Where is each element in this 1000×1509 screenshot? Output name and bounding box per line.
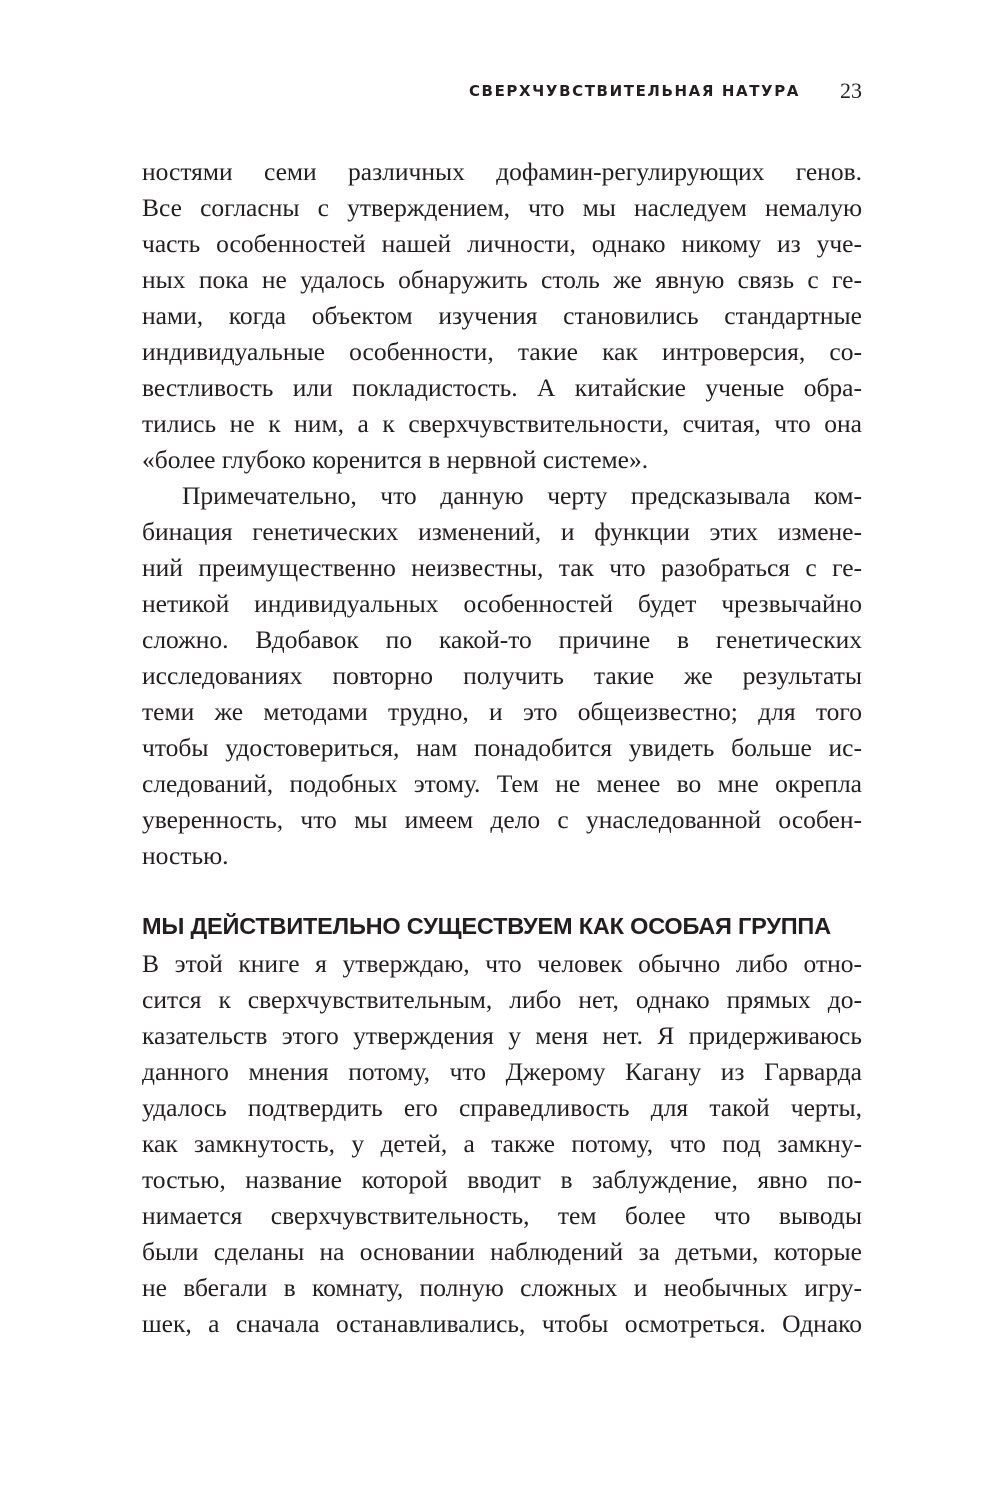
text-line: Примечательно, что данную черту предсказывала ком- [182, 481, 862, 510]
running-title: СВЕРХЧУВСТВИТЕЛЬНАЯ НАТУРА [468, 82, 800, 100]
text-line: индивидуальные особенности, такие как интроверсия, со- [142, 337, 862, 366]
text-line: бинация генетических изменений, и функции этих измене- [142, 517, 862, 546]
paragraph-2 [142, 478, 862, 874]
section-heading: МЫ ДЕЙСТВИТЕЛЬНО СУЩЕСТВУЕМ КАК ОСОБАЯ ГРУППА [142, 913, 831, 939]
text-line: тостью, название которой вводит в заблуждение, явно по- [142, 1165, 862, 1194]
text-line: «более глубоко коренится в нервной системе». [142, 445, 649, 474]
text-line: ний преимущественно неизвестны, так что разобраться с ге- [142, 553, 862, 582]
body-text-top [142, 154, 862, 874]
text-line: нимается сверхчувствительность, тем более что выводы [142, 1201, 862, 1230]
text-line: ностями семи различных дофамин-регулирующих генов. [142, 157, 862, 186]
body-text-section [142, 908, 862, 1342]
text-line: не вбегали в комнату, полную сложных и необычных игру- [142, 1273, 862, 1302]
text-line: нами, когда объектом изучения становились стандартные [142, 301, 862, 330]
text-line: ных пока не удалось обнаружить столь же явную связь с ге- [142, 265, 862, 294]
text-line: чтобы удостовериться, нам понадобится увидеть больше ис- [142, 733, 862, 762]
text-line: нетикой индивидуальных особенностей будет чрезвычайно [142, 589, 862, 618]
page-number: 23 [840, 78, 862, 103]
text-line: теми же методами трудно, и это общеизвестно; для того [142, 697, 862, 726]
text-line: сится к сверхчувствительным, либо нет, однако прямых до- [142, 985, 862, 1014]
text-line: шек, а сначала останавливались, чтобы осмотреться. Однако [142, 1309, 862, 1338]
text-line: сложно. Вдобавок по какой-то причине в генетических [142, 625, 862, 654]
text-line: В этой книге я утверждаю, что человек обычно либо отно- [142, 949, 862, 978]
text-line: как замкнутость, у детей, а также потому, что под замкну- [142, 1129, 862, 1158]
paragraph-1 [142, 154, 862, 478]
text-line: вестливость или покладистость. А китайские ученые обра- [142, 373, 862, 402]
text-line: уверенность, что мы имеем дело с унаследованной особен- [142, 805, 862, 834]
text-line: данного мнения потому, что Джерому Кагану из Гарварда [142, 1057, 862, 1086]
text-line: исследованиях повторно получить такие же результаты [142, 661, 862, 690]
text-line: были сделаны на основании наблюдений за детьми, которые [142, 1237, 862, 1266]
paragraph-3 [142, 946, 862, 1342]
text-line: часть особенностей нашей личности, однако никому из уче- [142, 229, 862, 258]
text-line: ностью. [142, 841, 229, 870]
text-line: тились не к ним, а к сверхчувствительности, считая, что она [142, 409, 862, 438]
text-line: казательств этого утверждения у меня нет. Я придерживаюсь [142, 1021, 862, 1050]
text-line: удалось подтвердить его справедливость для такой черты, [142, 1093, 862, 1122]
text-line: Все согласны с утверждением, что мы наследуем немалую [142, 193, 862, 222]
text-line: следований, подобных этому. Тем не менее во мне окрепла [142, 769, 862, 798]
running-header [140, 76, 862, 106]
